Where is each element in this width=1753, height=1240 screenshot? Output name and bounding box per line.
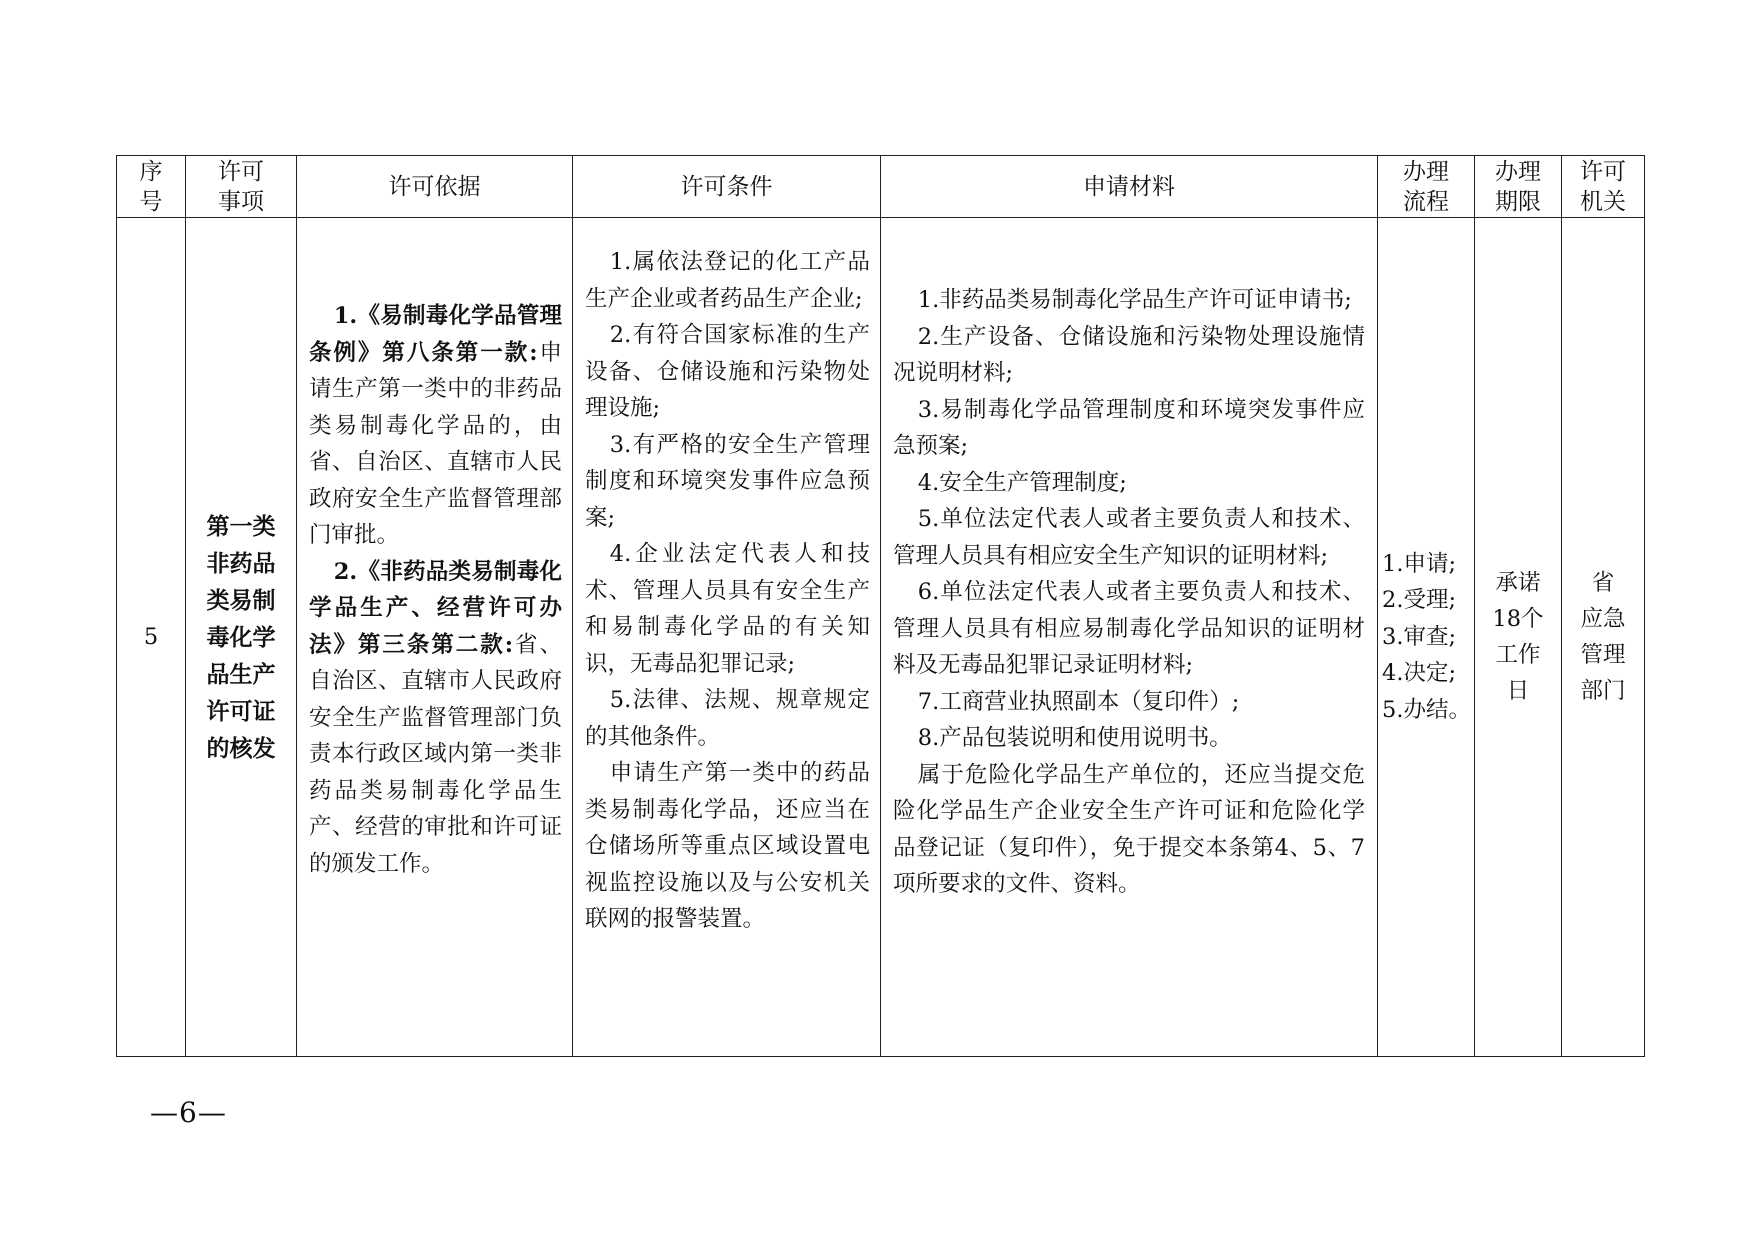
process-step: 5.办结。 <box>1382 696 1471 723</box>
basis-paragraph <box>309 298 562 554</box>
item-name-line: 许可证 <box>206 697 276 725</box>
period-line: 日 <box>1506 678 1530 704</box>
material-paragraph: 1.非药品类易制毒化学品生产许可证申请书; <box>917 287 1352 313</box>
material-paragraph: 3.易制毒化学品管理制度和环境突发事件应急预案; <box>893 396 1365 459</box>
authority-line: 省 <box>1591 570 1615 596</box>
header-period: 办理 期限 <box>1475 156 1562 218</box>
cell-conditions <box>573 218 881 1057</box>
basis-heading: 1.《易制毒化学品管理条例》第八条第一款: <box>309 303 562 366</box>
header-materials: 申请材料 <box>881 156 1378 218</box>
header-seq: 序 号 <box>117 156 186 218</box>
item-name-line: 的核发 <box>206 734 276 762</box>
material-paragraph: 4.安全生产管理制度; <box>917 469 1127 496</box>
page-number: —6— <box>150 1096 227 1129</box>
process-step: 4.决定; <box>1382 660 1457 687</box>
period-text <box>1475 565 1561 709</box>
conditions-text <box>585 218 870 938</box>
process-step: 1.申请; <box>1382 550 1457 577</box>
condition-paragraph: 5.法律、法规、规章规定的其他条件。 <box>585 687 870 750</box>
authority-line: 管理 <box>1580 642 1626 668</box>
header-conditions: 许可条件 <box>573 156 881 218</box>
header-basis: 许可依据 <box>297 156 573 218</box>
cell-seq: 5 <box>117 218 186 1057</box>
basis-paragraph <box>309 554 562 883</box>
item-name-line: 类易制 <box>206 586 276 614</box>
condition-paragraph: 1.属依法登记的化工产品生产企业或者药品生产企业; <box>585 249 870 312</box>
authority-line: 应急 <box>1580 606 1626 632</box>
cell-item <box>186 218 297 1057</box>
condition-paragraph: 2.有符合国家标准的生产设备、仓储设施和污染物处理设施; <box>585 322 870 421</box>
cell-period <box>1475 218 1562 1057</box>
material-paragraph: 5.单位法定代表人或者主要负责人和技术、管理人员具有相应安全生产知识的证明材料; <box>893 506 1365 569</box>
cell-basis <box>297 218 573 1057</box>
period-line: 18个 <box>1492 606 1544 632</box>
authority-text <box>1562 565 1644 709</box>
material-paragraph: 6.单位法定代表人或者主要负责人和技术、管理人员具有相应易制毒化学品知识的证明材料及无毒品犯罪记录证明材料; <box>893 579 1365 678</box>
material-paragraph: 8.产品包装说明和使用说明书。 <box>917 725 1232 751</box>
material-paragraph: 2.生产设备、仓储设施和污染物处理设施情况说明材料; <box>893 323 1365 386</box>
header-authority: 许可 机关 <box>1562 156 1645 218</box>
basis-text <box>309 218 562 882</box>
period-line: 承诺 <box>1495 570 1541 596</box>
material-paragraph: 属于危险化学品生产单位的，还应当提交危险化学品生产企业安全生产许可证和危险化学品登记证（复印件），免于提交本条第4、5、7项所要求的文件、资料。 <box>893 761 1365 897</box>
condition-paragraph: 申请生产第一类中的药品类易制毒化学品，还应当在仓储场所等重点区域设置电视监控设施以及与公安机关联网的报警装置。 <box>585 760 870 932</box>
condition-paragraph: 4.企业法定代表人和技术、管理人员具有安全生产和易制毒化学品的有关知识，无毒品犯罪记录; <box>585 541 870 677</box>
process-step: 2.受理; <box>1382 587 1457 614</box>
basis-heading: 2.《非药品类易制毒化学品生产、经营许可办法》第三条第二款: <box>309 558 562 658</box>
materials-text <box>893 218 1365 903</box>
permit-table <box>116 155 1645 1057</box>
item-name <box>186 508 296 767</box>
basis-body: 省、自治区、直辖市人民政府安全生产监督管理部门负责本行政区域内第一类非药品类易制毒化学品生产、经营的审批和许可证的颁发工作。 <box>309 631 562 877</box>
process-step: 3.审查; <box>1382 623 1457 650</box>
header-process: 办理 流程 <box>1378 156 1475 218</box>
cell-authority <box>1562 218 1645 1057</box>
period-line: 工作 <box>1495 642 1541 668</box>
table-header-row <box>117 156 1645 218</box>
authority-line: 部门 <box>1580 678 1626 704</box>
item-name-line: 第一类 <box>206 512 276 540</box>
item-name-line: 非药品 <box>206 549 276 577</box>
condition-paragraph: 3.有严格的安全生产管理制度和环境突发事件应急预案; <box>585 431 870 531</box>
item-name-line: 毒化学 <box>206 623 276 651</box>
table-row <box>117 218 1645 1057</box>
header-item: 许可 事项 <box>186 156 297 218</box>
process-steps <box>1382 546 1474 729</box>
material-paragraph: 7.工商营业执照副本（复印件）; <box>917 688 1240 715</box>
item-name-line: 品生产 <box>206 660 276 688</box>
cell-process <box>1378 218 1475 1057</box>
cell-materials <box>881 218 1378 1057</box>
basis-body: 申请生产第一类中的非药品类易制毒化学品的，由省、自治区、直辖市人民政府安全生产监督管理部门审批。 <box>309 339 562 548</box>
